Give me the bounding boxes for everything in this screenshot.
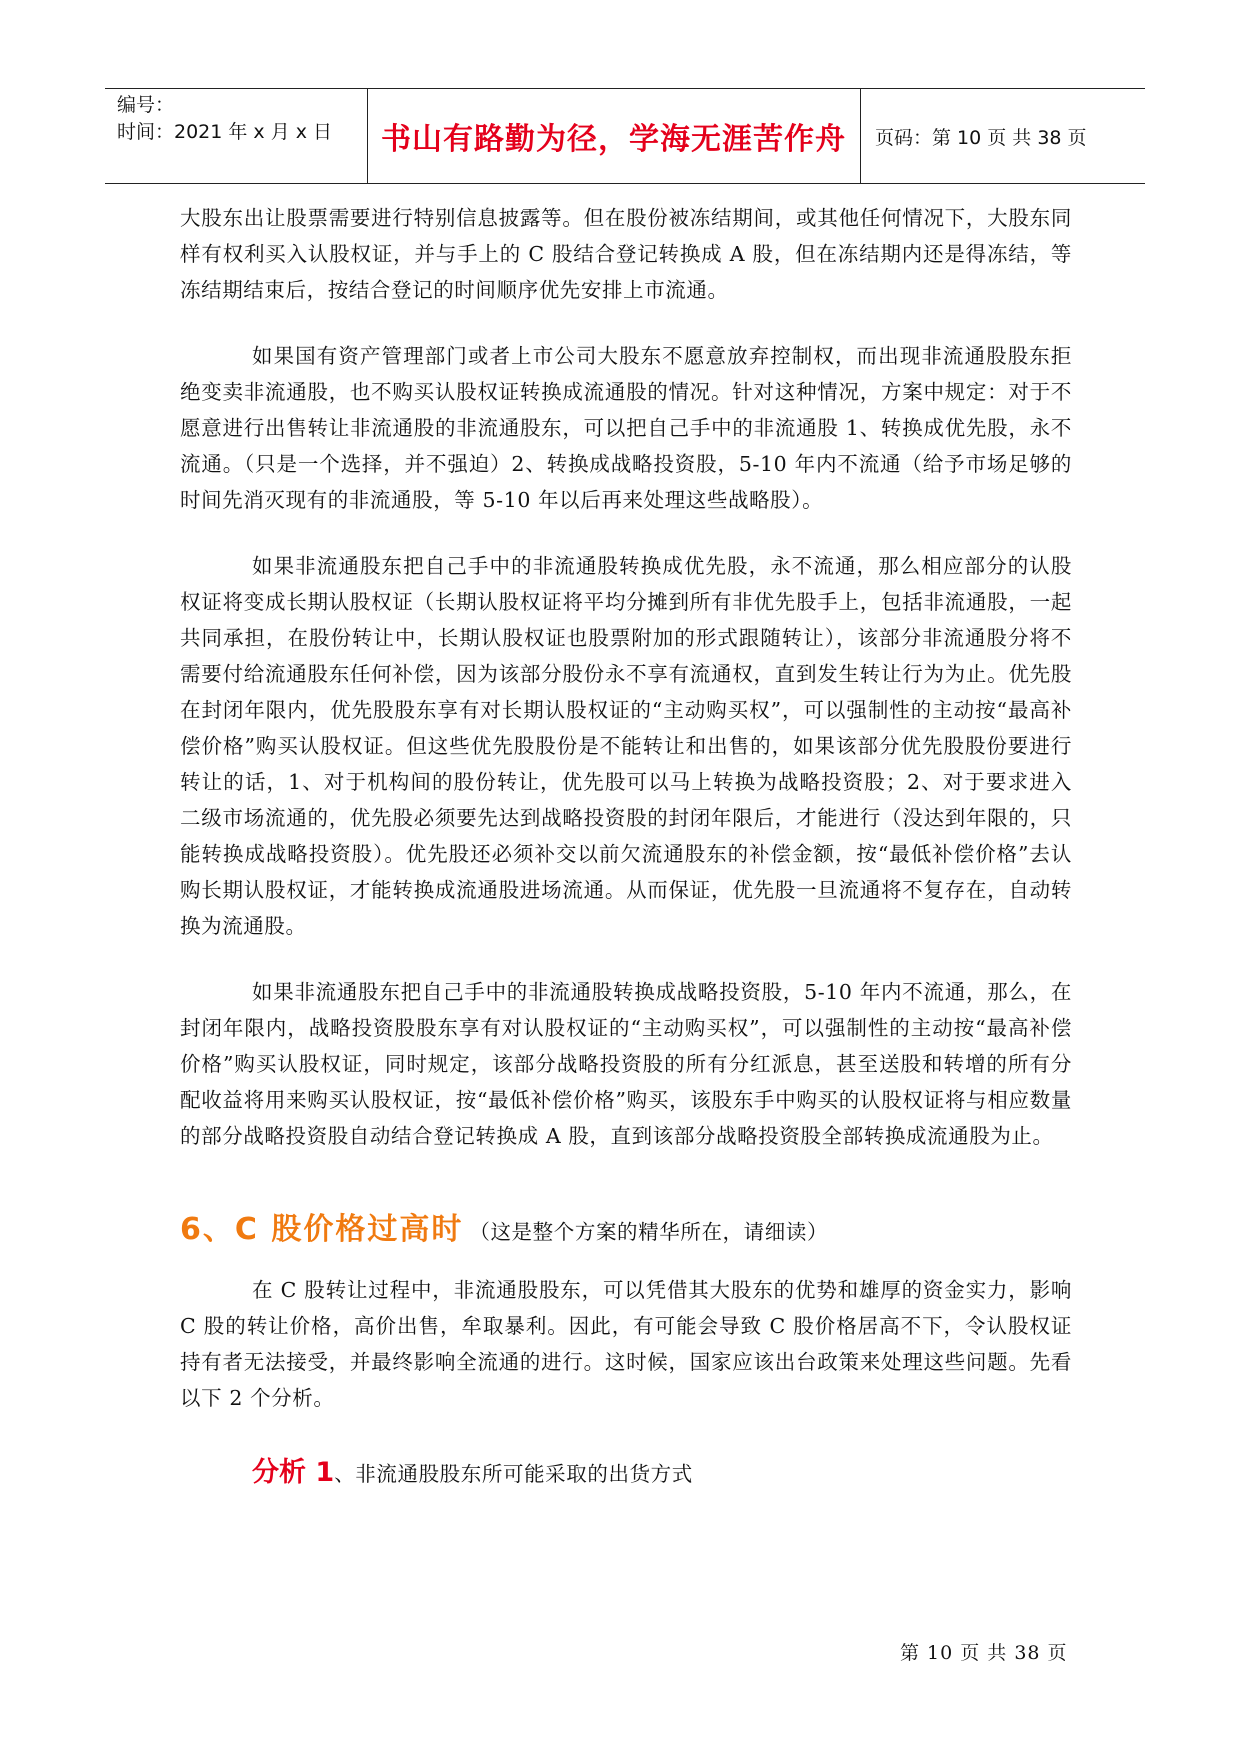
paragraph-1: 大股东出让股票需要进行特别信息披露等。但在股份被冻结期间，或其他任何情况下，大股东同样有权利买入认股权证，并与手上的 C 股结合登记转换成 A 股，但在冻结期内还是得冻结，等冻结期结束后，按结合登记的时间顺序优先安排上市流通。 xyxy=(180,206,1072,302)
header-motto: 书山有路勤为径，学海无涯苦作舟 xyxy=(381,122,846,157)
section-6-title: 6、C 股价格过高时 xyxy=(180,1212,464,1247)
analysis-1-title: 分析 1 xyxy=(252,1457,335,1488)
page-header xyxy=(105,88,1145,184)
paragraph-4: 如果非流通股东把自己手中的非流通股转换成战略投资股，5-10 年内不流通，那么，在封闭年限内，战略投资股股东享有对认股权证的“主动购买权”，可以强制性的主动按“最高补偿价格”购买认股权证，同时规定，该部分战略投资股的所有分红派息，甚至送股和转增的所有分配收益将用来购买认股权证，按“最低补偿价格”购买，该股东手中购买的认股权证将与相应数量的部分战略投资股自动结合登记转换成 A 股，直到该部分战略投资股全部转换成流通股为止。 xyxy=(180,980,1072,1148)
document-body xyxy=(180,200,1072,1489)
paragraph-2: 如果国有资产管理部门或者上市公司大股东不愿意放弃控制权，而出现非流通股股东拒绝变卖非流通股，也不购买认股权证转换成流通股的情况。针对这种情况，方案中规定：对于不愿意进行出售转让非流通股的非流通股东，可以把自己手中的非流通股 1、转换成优先股，永不流通。（只是一个选择，并不强迫）2、转换成战略投资股，5-10 年内不流通（给予市场足够的时间先消灭现有的非流通股，等 5-10 年以后再来处理这些战略股）。 xyxy=(180,344,1072,512)
analysis-1-text: 、非流通股股东所可能采取的出货方式 xyxy=(334,1462,693,1486)
paragraph-5: 在 C 股转让过程中，非流通股股东，可以凭借其大股东的优势和雄厚的资金实力，影响 C 股的转让价格，高价出售，牟取暴利。因此，有可能会导致 C 股价格居高不下，令认股权证持有者无法接受，并最终影响全流通的进行。这时候，国家应该出台政策来处理这些问题。先看以下 2 个分析。 xyxy=(180,1278,1072,1410)
header-time-label: 时间：2021 年 x 月 x 日 xyxy=(117,121,333,143)
header-bottom-rule xyxy=(105,183,1145,184)
header-page-label: 页码：第 10 页 共 38 页 xyxy=(875,126,1087,149)
header-divider-2 xyxy=(860,88,861,184)
paragraph-3: 如果非流通股东把自己手中的非流通股转换成优先股，永不流通，那么相应部分的认股权证将变成长期认股权证（长期认股权证将平均分摊到所有非优先股手上，包括非流通股，一起共同承担，在股份转让中，长期认股权证也股票附加的形式跟随转让），该部分非流通股分将不需要付给流通股东任何补偿，因为该部分股份永不享有流通权，直到发生转让行为为止。优先股在封闭年限内，优先股股东享有对长期认股权证的“主动购买权”，可以强制性的主动按“最高补偿价格”购买认股权证。但这些优先股股份是不能转让和出售的，如果该部分优先股股份要进行转让的话，1、对于机构间的股份转让，优先股可以马上转换为战略投资股；2、对于要求进入二级市场流通的，优先股必须要先达到战略投资股的封闭年限后，才能进行（没达到年限的，只能转换成战略投资股）。优先股还必须补交以前欠流通股东的补偿金额，按“最低补偿价格”去认购长期认股权证，才能转换成流通股进场流通。从而保证，优先股一旦流通将不复存在，自动转换为流通股。 xyxy=(180,554,1072,938)
header-meta xyxy=(117,92,332,146)
page-footer: 第 10 页 共 38 页 xyxy=(900,1642,1068,1664)
header-number-label: 编号： xyxy=(117,94,175,116)
section-6-note: （这是整个方案的精华所在，请细读） xyxy=(469,1220,829,1244)
analysis-1-heading xyxy=(252,1450,1072,1489)
section-6-heading xyxy=(180,1204,1072,1248)
